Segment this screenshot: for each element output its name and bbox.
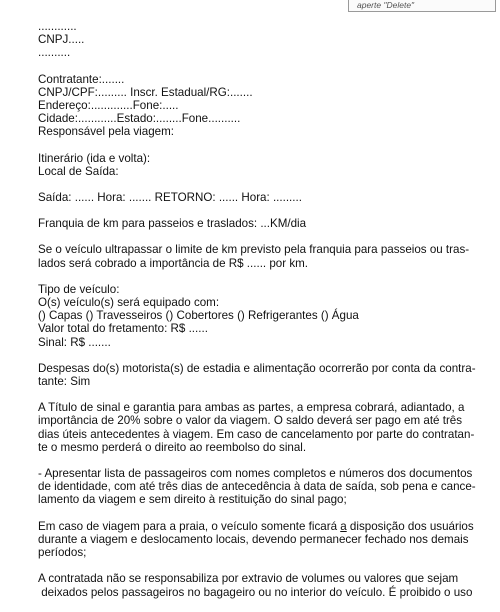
- cnpj-line: CNPJ.....: [38, 33, 85, 47]
- excess-km-paragraph: [38, 243, 470, 270]
- paragraph-line: Em caso de viagem para a praia, o veículo somente ficará a disposição dos usuários: [38, 519, 474, 533]
- paragraph-line: deixados pelos passageiros no bagageiro ou no interior do veículo. É proibido o uso: [38, 585, 473, 599]
- underlined-word: a: [340, 519, 347, 533]
- paragraph-line: te o mesmo perderá o direito ao reembolso do sinal.: [38, 440, 307, 454]
- itinerary-block: [38, 152, 465, 178]
- driver-expenses-paragraph: [38, 361, 476, 389]
- beach-trip-paragraph: [38, 519, 474, 560]
- deposit-value-line: Sinal: R$ .......: [38, 335, 111, 349]
- company-header-block: [38, 20, 465, 60]
- paragraph-line: A contratada não se responsabiliza por extravio de volumes ou valores que sejam: [38, 572, 459, 586]
- liability-paragraph: [38, 572, 473, 599]
- departure-time-line: Saída: ...... Hora: ....... RETORNO: ...... Hora: .........: [38, 191, 302, 205]
- paragraph-line: lamento da viagem e sem direito à restituição do sinal pago;: [38, 493, 347, 507]
- paragraph-line: dias úteis antecedentes à viagem. Em caso de cancelamento por parte do contratan-: [38, 427, 475, 441]
- departure-place-line: Local de Saída:: [38, 164, 119, 178]
- franchise-block: [38, 217, 465, 230]
- delete-hint-box: aperte "Delete": [348, 0, 496, 12]
- paragraph-line: A Título de sinal e garantia para ambas as partes, a empresa cobrará, adiantado, a: [38, 401, 465, 415]
- paragraph-line: períodos;: [38, 546, 87, 560]
- passenger-list-paragraph: [38, 467, 476, 507]
- vehicle-block: [38, 283, 465, 349]
- paragraph-line: Se o veículo ultrapassar o limite de km previsto pela franquia para passeios ou tras-: [38, 243, 470, 257]
- departure-block: [38, 191, 465, 204]
- franchise-line: Franquia de km para passeios e traslados: ...KM/dia: [38, 217, 307, 231]
- total-value-line: Valor total do fretamento: R$ ......: [38, 322, 208, 336]
- cnpj-cpf-line: CNPJ/CPF:......... Inscr. Estadual/RG:.......: [38, 85, 253, 99]
- paragraph-line: tante: Sim: [38, 375, 91, 389]
- contract-document: [38, 20, 476, 612]
- paragraph-line: durante a viagem e deslocamento locais, devendo permanecer fechado nos demais: [38, 532, 469, 546]
- responsible-line: Responsável pela viagem:: [38, 125, 174, 139]
- vehicle-type-line: Tipo de veículo:: [38, 282, 120, 296]
- equipment-options-line: () Capas () Travesseiros () Cobertores () Refrigerantes () Água: [38, 309, 359, 323]
- paragraph-line: lados será cobrado a importância de R$ ...... por km.: [38, 256, 309, 270]
- header-line: ............: [38, 20, 77, 33]
- paragraph-line: Despesas do(s) motorista(s) de estadia e alimentação ocorrerão por conta da contra-: [38, 361, 476, 375]
- deposit-paragraph: [38, 401, 475, 454]
- address-line: Endereço:.............Fone:.....: [38, 99, 179, 113]
- paragraph-line: de identidade, com até três dias de antecedência à data de saída, sob pena e cance-: [38, 480, 476, 494]
- paragraph-line: - Apresentar lista de passageiros com nomes completos e números dos documentos: [38, 467, 473, 481]
- contractor-line: Contratante:.......: [38, 72, 125, 86]
- itinerary-line: Itinerário (ida e volta):: [38, 151, 151, 165]
- city-line: Cidade:............Estado:........Fone..........: [38, 112, 241, 126]
- header-line: ..........: [38, 46, 71, 60]
- contract-party-block: [38, 73, 465, 139]
- paragraph-line: importância de 20% sobre o valor da viagem. O saldo deverá ser pago em até três: [38, 414, 463, 428]
- vehicle-equipment-line: O(s) veículo(s) será equipado com:: [38, 296, 220, 310]
